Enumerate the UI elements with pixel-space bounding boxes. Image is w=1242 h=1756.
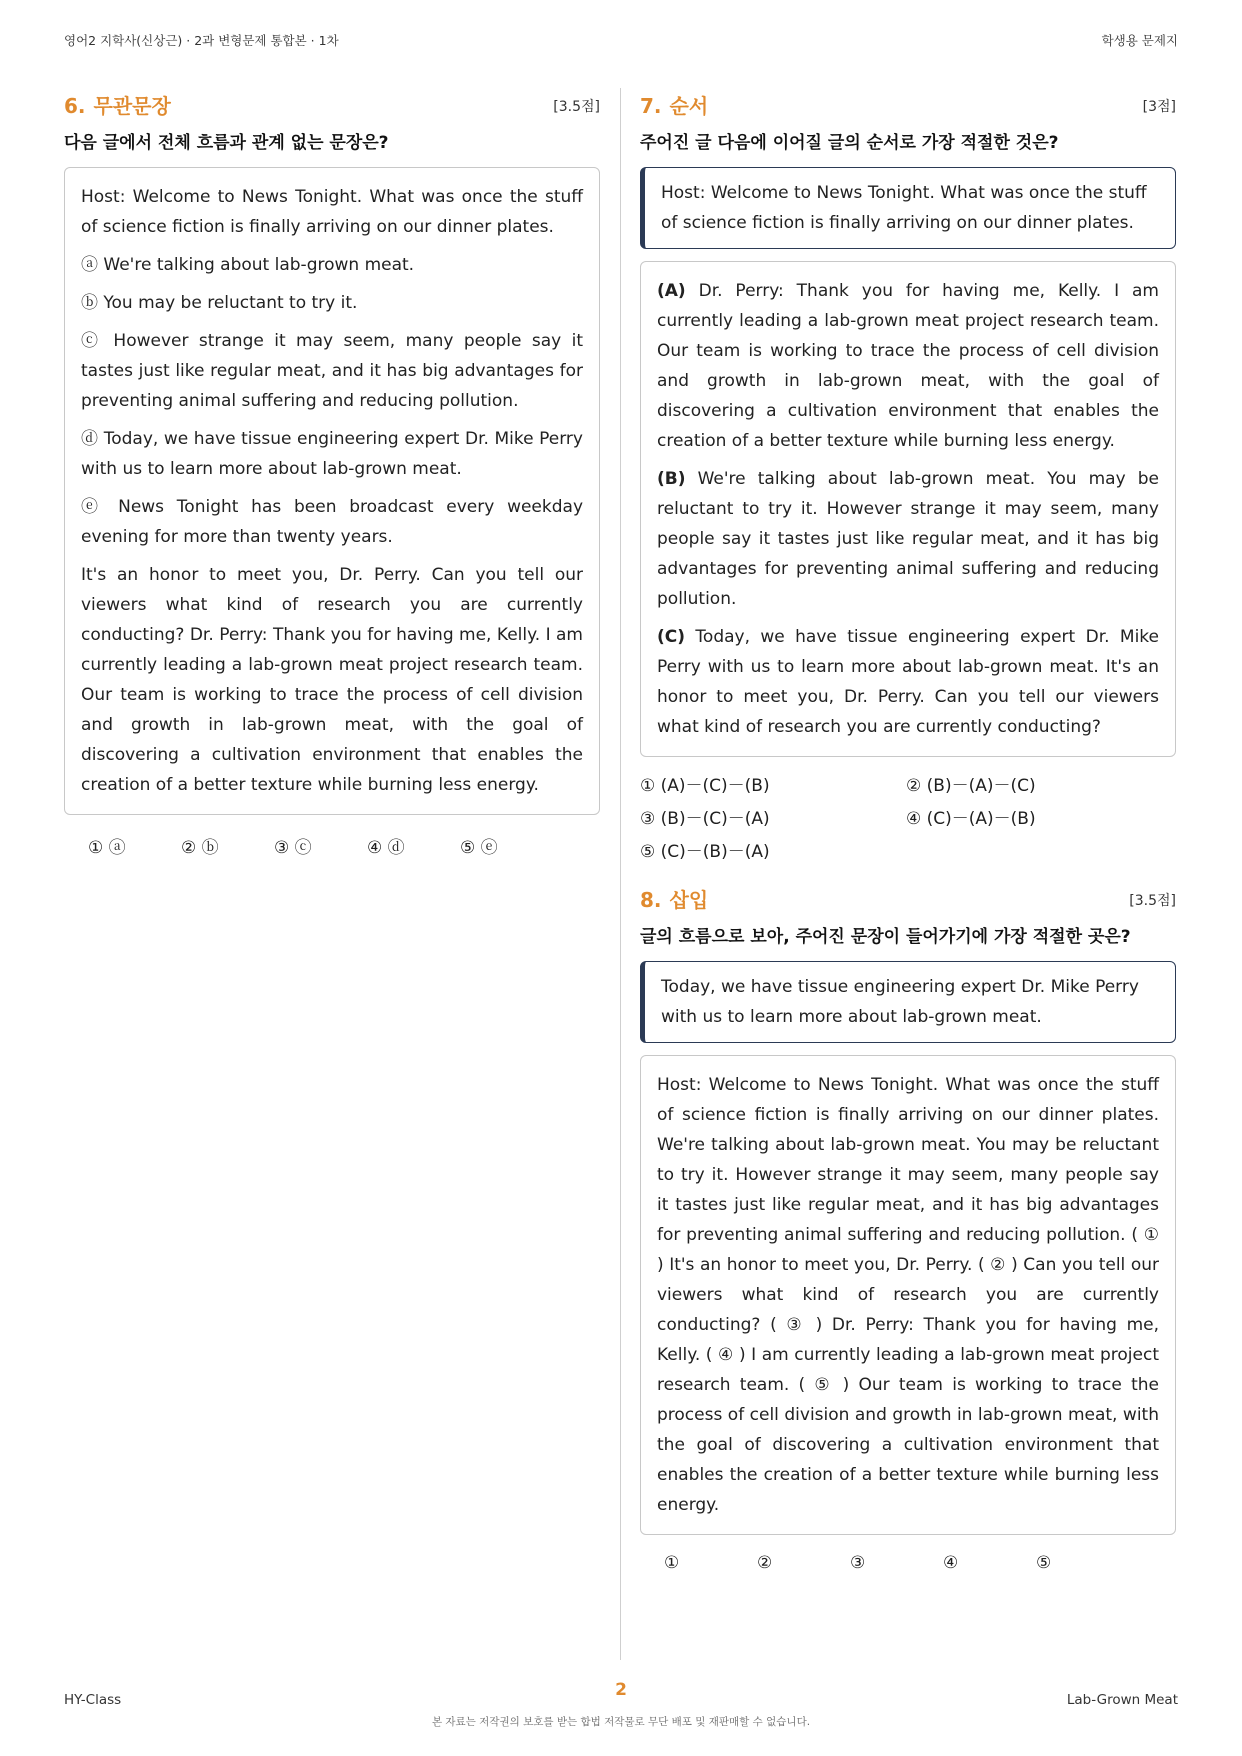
footer-brand: HY-Class xyxy=(64,1692,122,1708)
part-label: (B) xyxy=(657,469,686,489)
given-text-box: Today, we have tissue engineering expert Dr. Mike Perry with us to learn more about lab-grown meat. xyxy=(640,961,1176,1043)
column-divider xyxy=(620,88,621,1660)
choice-2[interactable]: ② ⓑ xyxy=(181,838,219,858)
passage-box xyxy=(640,1055,1176,1535)
choice-3[interactable]: ③ xyxy=(850,1553,866,1573)
choice-4[interactable]: ④ ⓓ xyxy=(367,838,405,858)
passage-paragraph: Host: Welcome to News Tonight. What was once the stuff of science fiction is finally arriving on our dinner plates. We're talking about lab-grown meat. You may be reluctant to try it. However strange it may seem, many people say it tastes just like regular meat, and it has big advantages for preventing animal suffering and reducing pollution. ( ① ) It's an honor to meet you, Dr. Perry. ( ② ) Can you tell our viewers what kind of research you are currently conducting? ( ③ ) Dr. Perry: Thank you for having me, Kelly. ( ④ ) I am currently leading a lab-grown meat project research team. ( ⑤ ) Our team is working to trace the process of cell division and growth in lab-grown meat, with the goal of discovering a cultivation environment that enables the creation of a better texture while burning less energy. xyxy=(657,1075,1159,1515)
passage-paragraph: It's an honor to meet you, Dr. Perry. Can you tell our viewers what kind of research you are currently conducting? Dr. Perry: Thank you for having me, Kelly. I am currently leading a lab-grown meat project research team. Our team is working to trace the process of cell division and growth in lab-grown meat, with the goal of discovering a cultivation environment that enables the creation of a better texture while burning less energy. xyxy=(81,565,583,795)
question-number: 7. xyxy=(640,94,662,118)
question-7 xyxy=(640,90,1176,862)
question-points: [3점] xyxy=(1142,99,1176,115)
answer-choices xyxy=(640,1535,1176,1573)
part-text: Today, we have tissue engineering expert Dr. Mike Perry with us to learn more about lab-grown meat. It's an honor to meet you, Dr. Perry. Can you tell our viewers what kind of research you are currently conducting? xyxy=(657,627,1160,737)
part-b xyxy=(657,464,1159,614)
question-type: 순서 xyxy=(669,94,709,118)
choice-1[interactable]: ① ⓐ xyxy=(88,838,126,858)
answer-choices xyxy=(640,757,1176,862)
part-label: (C) xyxy=(657,627,686,647)
part-c xyxy=(657,622,1159,742)
passage-box xyxy=(64,167,600,815)
footer-topic: Lab-Grown Meat xyxy=(1066,1692,1178,1708)
part-a xyxy=(657,276,1159,456)
given-text-box: Host: Welcome to News Tonight. What was once the stuff of science fiction is finally arriving on our dinner plates. xyxy=(640,167,1176,249)
choice-3[interactable]: ③ ⓒ xyxy=(274,838,312,858)
right-column xyxy=(640,90,1176,1573)
question-header xyxy=(640,884,1176,914)
passage-paragraph: ⓔ News Tonight has been broadcast every weekday evening for more than twenty years. xyxy=(81,497,583,547)
question-points: [3.5점] xyxy=(1129,893,1176,909)
question-8 xyxy=(640,884,1176,1573)
choice-3[interactable]: ③ (B)－(C)－(A) xyxy=(640,809,770,829)
passage-paragraph: ⓒ However strange it may seem, many people say it tastes just like regular meat, and it has big advantages for preventing animal suffering and reducing pollution. xyxy=(81,331,583,411)
choice-4[interactable]: ④ xyxy=(943,1553,959,1573)
passage-paragraph: ⓐ We're talking about lab-grown meat. xyxy=(81,255,415,275)
copyright-notice: 본 자료는 저작권의 보호를 받는 합법 저작물로 무단 배포 및 재판매할 수 없습니다. xyxy=(431,1716,811,1728)
part-text: Dr. Perry: Thank you for having me, Kelly. I am currently leading a lab-grown meat project research team. Our team is working to trace the process of cell division and growth in lab-grown meat, with the goal of discovering a cultivation environment that enables the creation of a better texture while burning less energy. xyxy=(657,281,1159,451)
choice-4[interactable]: ④ (C)－(A)－(B) xyxy=(906,809,1036,829)
choice-5[interactable]: ⑤ xyxy=(1036,1553,1052,1573)
passage-paragraph: ⓓ Today, we have tissue engineering expert Dr. Mike Perry with us to learn more about lab-grown meat. xyxy=(81,429,583,479)
question-type: 삽입 xyxy=(669,888,709,912)
question-prompt: 주어진 글 다음에 이어질 글의 순서로 가장 적절한 것은? xyxy=(640,133,1059,153)
choice-5[interactable]: ⑤ (C)－(B)－(A) xyxy=(640,842,770,862)
choice-2[interactable]: ② xyxy=(757,1553,773,1573)
header-left: 영어2 지학사(신상근) · 2과 변형문제 통합본 · 1차 xyxy=(64,33,339,48)
question-header xyxy=(64,90,600,120)
part-text: We're talking about lab-grown meat. You may be reluctant to try it. However strange it may seem, many people say it tastes just like regular meat, and it has big advantages for preventing animal suffering and reducing pollution. xyxy=(657,469,1160,609)
question-number: 6. xyxy=(64,94,86,118)
choice-1[interactable]: ① xyxy=(664,1553,680,1573)
choice-5[interactable]: ⑤ ⓔ xyxy=(460,838,498,858)
question-prompt: 글의 흐름으로 보아, 주어진 문장이 들어가기에 가장 적절한 곳은? xyxy=(640,927,1131,947)
question-6 xyxy=(64,90,600,858)
question-prompt: 다음 글에서 전체 흐름과 관계 없는 문장은? xyxy=(64,133,389,153)
passage-paragraph: Host: Welcome to News Tonight. What was once the stuff of science fiction is finally arriving on our dinner plates. xyxy=(81,187,583,237)
part-label: (A) xyxy=(657,281,686,301)
page-number: 2 xyxy=(615,1680,627,1700)
question-points: [3.5점] xyxy=(553,99,600,115)
passage-box xyxy=(640,261,1176,757)
choice-1[interactable]: ① (A)－(C)－(B) xyxy=(640,776,770,796)
choice-2[interactable]: ② (B)－(A)－(C) xyxy=(906,776,1036,796)
question-number: 8. xyxy=(640,888,662,912)
question-type: 무관문장 xyxy=(93,94,171,118)
header-right: 학생용 문제지 xyxy=(1101,33,1178,48)
question-header xyxy=(640,90,1176,120)
passage-paragraph: ⓑ You may be reluctant to try it. xyxy=(81,293,358,313)
answer-choices xyxy=(64,815,600,858)
